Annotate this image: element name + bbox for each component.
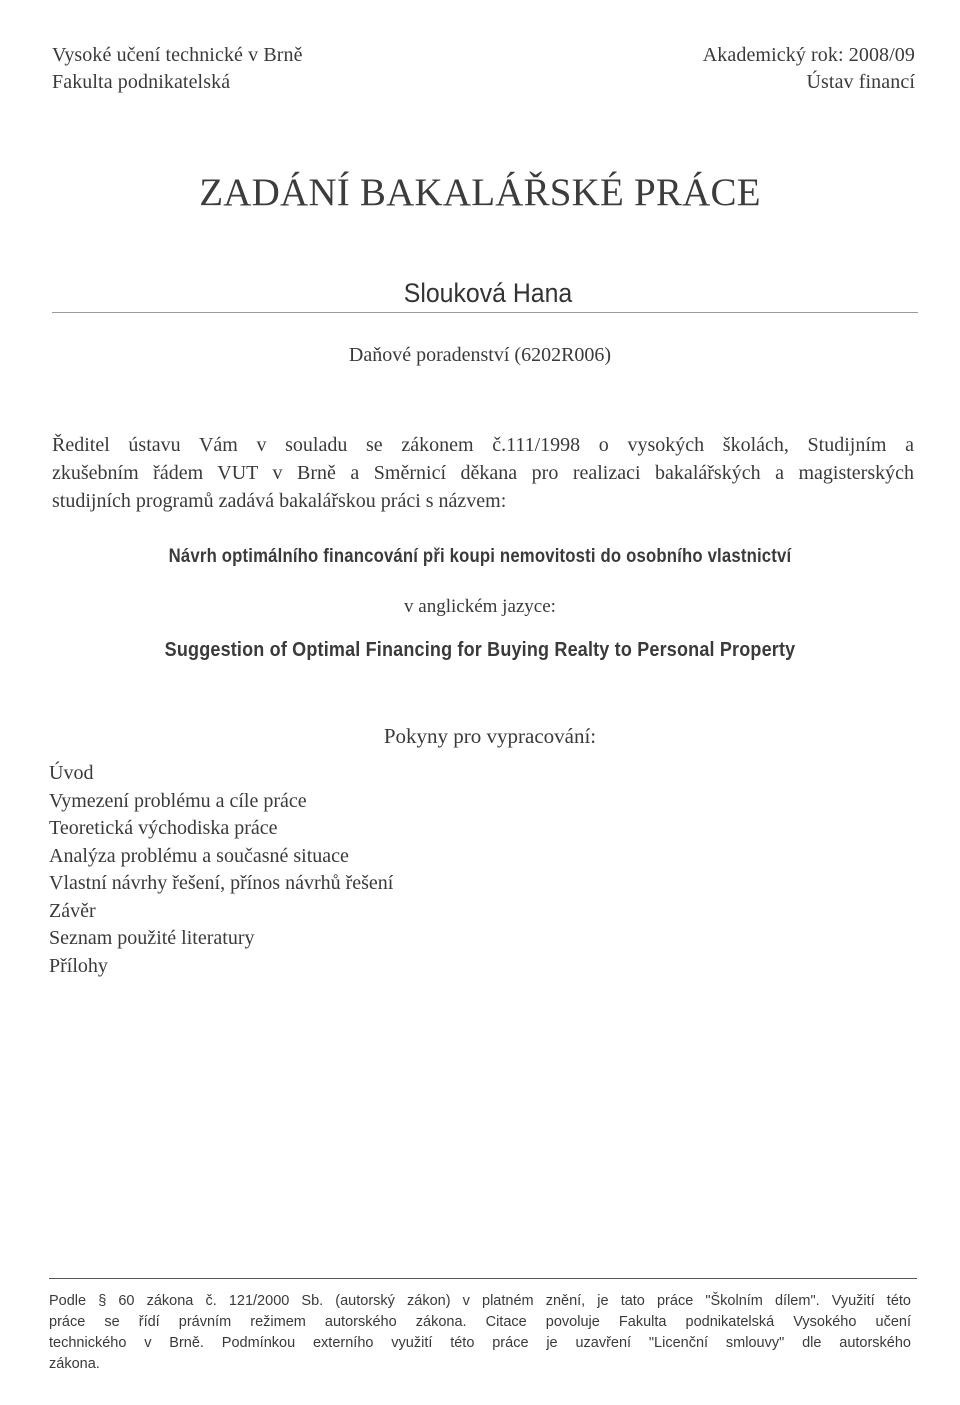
footnote-line: Podle § 60 zákona č. 121/2000 Sb. (autorský zákon) v platném znění, je tato práce "Školním dílem". Využití této — [49, 1293, 911, 1309]
intro-paragraph — [52, 431, 914, 515]
copyright-footnote — [49, 1291, 911, 1375]
list-item: Vlastní návrhy řešení, přínos návrhů řešení — [49, 872, 394, 894]
list-item: Přílohy — [49, 954, 108, 977]
university-name: Vysoké učení technické v Brně — [52, 44, 303, 66]
study-program: Daňové poradenství (6202R006) — [348, 344, 612, 366]
footnote-divider — [49, 1278, 917, 1279]
footnote-line: technického v Brně. Podmínkou externího využití této práce je uzavření "Licenční smlouvy" dle autorského — [49, 1335, 911, 1351]
footnote-line: práce se řídí právním režimem autorského zákona. Citace povoluje Fakulta podnikatelská Vysokého učení — [49, 1314, 911, 1330]
header-institution — [52, 42, 303, 96]
header-academic-info — [703, 42, 915, 96]
intro-line: studijních programů zadává bakalářskou práci s názvem: — [52, 490, 507, 512]
department-name: Ústav financí — [806, 71, 915, 93]
intro-line: zkušebním řádem VUT v Brně a Směrnicí děkana pro realizaci bakalářských a magisterských — [52, 462, 914, 484]
list-item: Seznam použité literatury — [49, 927, 255, 949]
list-item: Analýza problému a současné situace — [49, 844, 349, 867]
list-item: Teoretická východiska práce — [49, 817, 278, 839]
academic-year: Akademický rok: 2008/09 — [702, 44, 915, 66]
list-item: Závěr — [49, 899, 96, 922]
document-title: ZADÁNÍ BAKALÁŘSKÉ PRÁCE — [199, 171, 761, 214]
instructions-list — [49, 760, 393, 980]
list-item: Úvod — [49, 762, 94, 784]
student-name: Slouková Hana — [403, 278, 573, 308]
intro-line: Ředitel ústavu Vám v souladu se zákonem č.111/1998 o vysokých školách, Studijním a — [52, 434, 914, 456]
instructions-heading: Pokyny pro vypracování: — [383, 724, 597, 748]
thesis-title-english: Suggestion of Optimal Financing for Buying Realty to Personal Property — [164, 639, 796, 661]
english-language-label: v anglickém jazyce: — [404, 596, 556, 617]
faculty-name: Fakulta podnikatelská — [52, 71, 231, 93]
list-item: Vymezení problému a cíle práce — [49, 789, 307, 812]
thesis-title-czech: Návrh optimálního financování při koupi nemovitosti do osobního vlastnictví — [168, 546, 792, 567]
name-underline — [52, 312, 918, 313]
footnote-line: zákona. — [49, 1356, 100, 1372]
